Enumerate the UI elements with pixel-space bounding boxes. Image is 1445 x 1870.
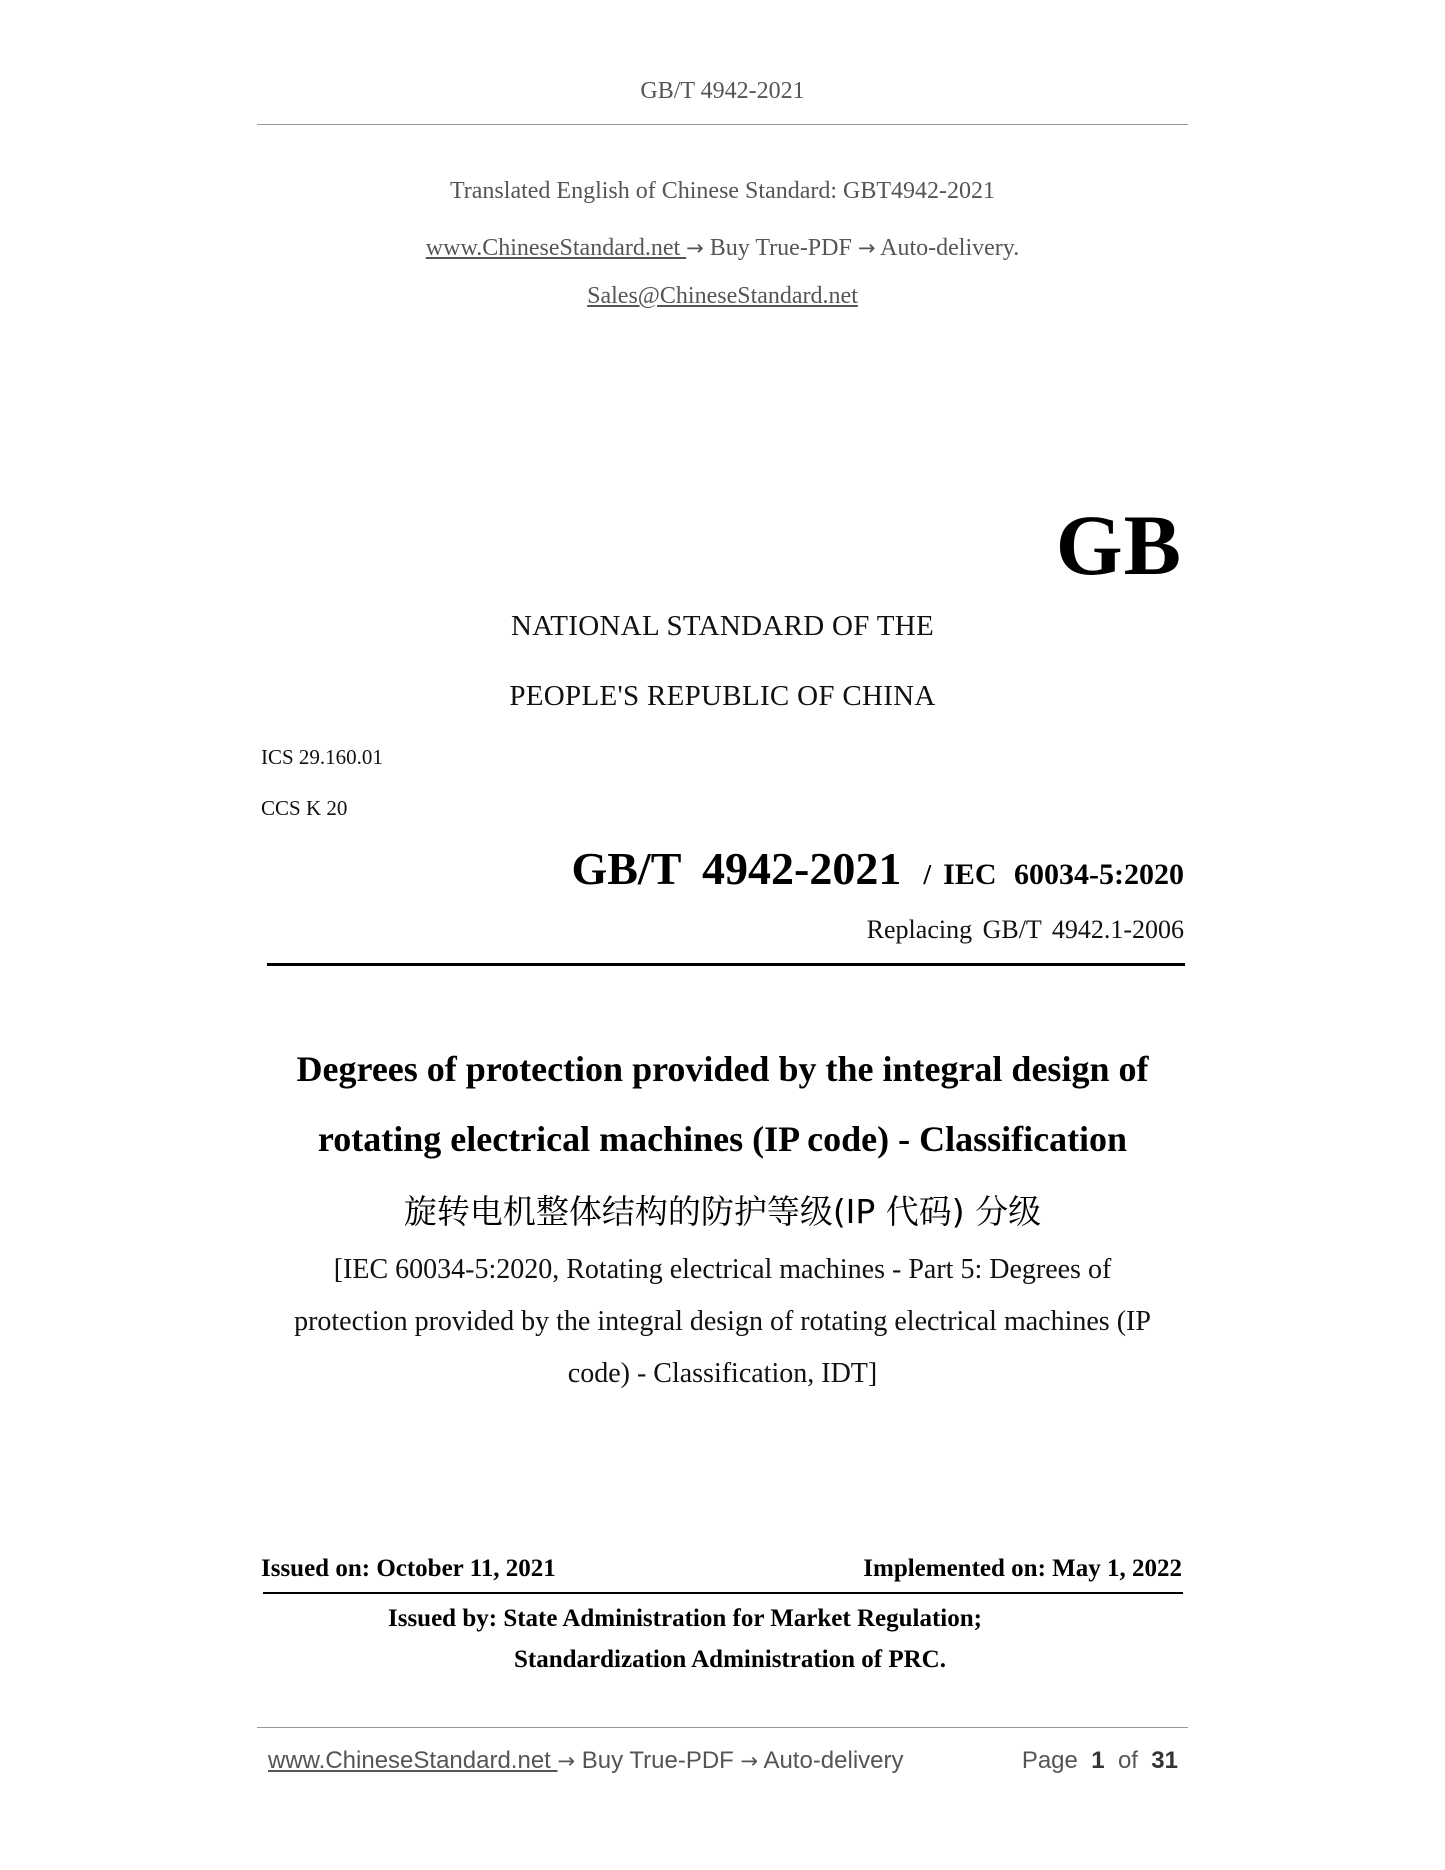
page-of-label: of <box>1117 1747 1138 1774</box>
page-current: 1 <box>1091 1747 1105 1774</box>
sales-email-line <box>0 283 1445 310</box>
sales-email-link[interactable]: Sales@ChineseStandard.net <box>587 283 858 309</box>
iec-reference-line-1: [IEC 60034-5:2020, Rotating electrical machines - Part 5: Degrees of <box>333 1254 1112 1285</box>
issued-by-line-2: Standardization Administration of PRC. <box>514 1646 946 1673</box>
purchase-line <box>0 235 1445 262</box>
footer-divider <box>257 1727 1188 1728</box>
auto-delivery-text: Auto-delivery. <box>875 235 1020 261</box>
title-chinese: 旋转电机整体结构的防护等级(IP 代码) 分级 <box>403 1192 1042 1231</box>
arrow-right-icon: → <box>740 1749 759 1773</box>
iec-reference-line-2: protection provided by the integral design of rotating electrical machines (IP <box>294 1306 1151 1337</box>
buy-true-pdf-text: Buy True-PDF <box>703 235 858 261</box>
translation-notice: Translated English of Chinese Standard: GBT4942-2021 <box>449 178 996 204</box>
standard-number-row <box>571 842 1184 895</box>
national-standard-line-1: NATIONAL STANDARD OF THE <box>511 610 934 642</box>
implemented-on-date: Implemented on: May 1, 2022 <box>863 1555 1182 1582</box>
issued-by-line-1: Issued by: State Administration for Market Regulation; <box>388 1605 982 1632</box>
iec-equivalent-number: IEC 60034-5:2020 <box>943 858 1184 891</box>
national-standard-line-2: PEOPLE'S REPUBLIC OF CHINA <box>509 680 936 712</box>
ics-code: ICS 29.160.01 <box>261 745 383 769</box>
footer-delivery-text: Auto-delivery <box>758 1747 904 1774</box>
page-total: 31 <box>1151 1747 1178 1774</box>
footer-buy-text: Buy True-PDF <box>575 1747 741 1774</box>
arrow-right-icon: → <box>557 1749 576 1773</box>
header-divider <box>257 124 1188 125</box>
issued-on-date: Issued on: October 11, 2021 <box>261 1555 556 1582</box>
standard-separator: / <box>923 860 932 891</box>
footer-site-link[interactable]: www.ChineseStandard.net <box>268 1747 558 1774</box>
title-english-line-1: Degrees of protection provided by the integral design of <box>296 1049 1149 1089</box>
cover-divider <box>267 963 1185 966</box>
replacing-note: Replacing GB/T 4942.1-2006 <box>866 915 1184 944</box>
footer-purchase-line <box>268 1747 904 1775</box>
ccs-code: CCS K 20 <box>261 796 348 820</box>
issue-divider <box>263 1592 1183 1594</box>
arrow-right-icon: → <box>686 236 704 260</box>
arrow-right-icon: → <box>857 236 876 260</box>
page-label: Page <box>1021 1747 1078 1774</box>
page-indicator <box>1022 1747 1178 1775</box>
iec-reference-line-3: code) - Classification, IDT] <box>567 1358 878 1389</box>
gb-logo: GB <box>1055 497 1182 593</box>
title-english-line-2: rotating electrical machines (IP code) - Classification <box>317 1119 1128 1159</box>
site-link[interactable]: www.ChineseStandard.net <box>425 235 687 261</box>
running-header: GB/T 4942-2021 <box>640 78 805 104</box>
standard-number: GB/T 4942-2021 <box>571 843 902 894</box>
